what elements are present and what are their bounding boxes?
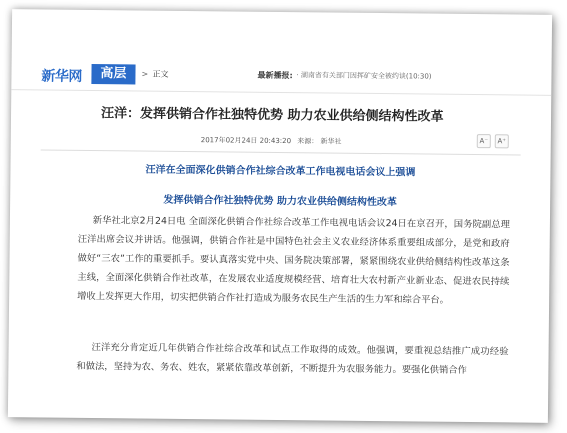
channel-badge[interactable]: 高层: [91, 64, 135, 84]
font-decrease-button[interactable]: A⁻: [477, 134, 491, 148]
article-page: [8, 9, 552, 423]
article-paragraph: 新华社北京2月24日电 全面深化供销合作社综合改革工作电视电话会议24日在京召开，国务院副总理汪洋出席会议并讲话。他强调，供销合作社是中国特色社会主义农业经济体系重要组成部分，是党和政府做好“三农”工作的重要抓手。要认真落实党中央、国务院决策部署，紧紧围绕农业供给侧结构性改革这条主线，全面深化供销合作社改革，在发展农业适度规模经营、培育壮大农村新产业新业态、促进农民持续增收上发挥更大作用，切实把供销合作社打造成为服务农民生产生活的生力军和综合平台。: [77, 215, 510, 306]
site-header: [11, 61, 551, 96]
breadcrumb-current: 正文: [152, 69, 169, 79]
publish-datetime: 2017年02月24日 20:43:20: [200, 136, 292, 146]
article-headline: 汪洋：发挥供销合作社独特优势 助力农业供给侧结构性改革: [100, 106, 444, 125]
article-subheading: 汪洋在全面深化供销合作社综合改革工作电视电话会议上强调: [145, 164, 416, 179]
article-meta: [201, 135, 346, 147]
divider: [41, 149, 521, 155]
article-paragraph: 汪洋充分肯定近几年供销合作社综合改革和试点工作取得的成效。他强调，要重视总结推广成功经验和做法，坚持为农、务农、姓农，紧紧依靠改革创新，不断提升为农服务能力。要强化供销合作: [76, 342, 509, 376]
font-increase-button[interactable]: A⁺: [495, 134, 509, 148]
breadcrumb-separator: >: [141, 69, 149, 79]
site-logo[interactable]: 新华网: [41, 68, 83, 85]
article-source: 来源： 新华社: [297, 137, 342, 146]
latest-news-link[interactable]: · 湖南省有关部门因挥矿安全被约谈(10:30): [296, 71, 432, 81]
article-subheading: 发挥供销合作社独特优势 助力农业供给侧结构性改革: [163, 194, 397, 209]
latest-news-label: 最新播报:: [257, 70, 293, 81]
